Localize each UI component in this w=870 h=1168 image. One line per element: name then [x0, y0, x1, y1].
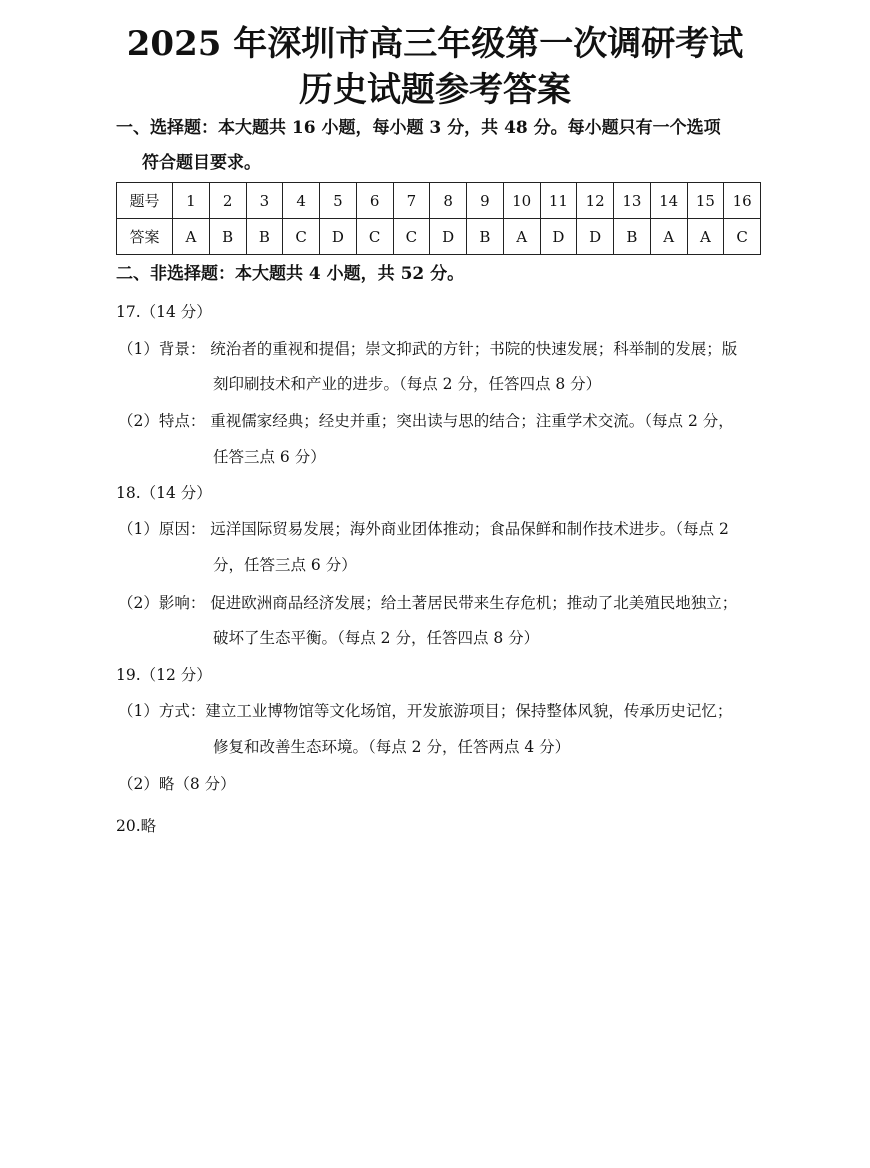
- question-17-part-2-continued: 任答三点 6 分）: [213, 448, 326, 466]
- question-20-header: 20.略: [116, 817, 157, 835]
- answer-cell: A: [650, 219, 687, 255]
- question-number-cell: 11: [540, 183, 577, 219]
- answer-key-table: [116, 182, 761, 255]
- page-title-line-1: 2025 年深圳市高三年级第一次调研考试: [126, 24, 744, 64]
- question-number-cell: 13: [614, 183, 651, 219]
- question-number-cell: 16: [724, 183, 761, 219]
- question-number-cell: 15: [687, 183, 724, 219]
- question-number-cell: 6: [356, 183, 393, 219]
- question-number-cell: 4: [283, 183, 320, 219]
- answer-cell: B: [467, 219, 504, 255]
- question-18-part-1-continued: 分，任答三点 6 分）: [213, 556, 357, 574]
- question-number-cell: 10: [503, 183, 540, 219]
- question-number-cell: 12: [577, 183, 614, 219]
- question-number-cell: 8: [430, 183, 467, 219]
- question-18-part-2-continued: 破坏了生态平衡。（每点 2 分，任答四点 8 分）: [213, 629, 540, 647]
- answer-cell: D: [430, 219, 467, 255]
- question-number-cell: 9: [467, 183, 504, 219]
- question-number-cell: 5: [320, 183, 357, 219]
- answer-cell: D: [320, 219, 357, 255]
- answer-cell: B: [246, 219, 283, 255]
- question-number-cell: 2: [209, 183, 246, 219]
- question-19-header: 19.（12 分）: [116, 666, 212, 684]
- question-18-part-2: （2）影响： 促进欧洲商品经济发展；给土著居民带来生存危机；推动了北美殖民地独立；: [118, 594, 738, 612]
- question-number-cell: 3: [246, 183, 283, 219]
- answer-cell: B: [614, 219, 651, 255]
- question-17-part-1-continued: 刻印刷技术和产业的进步。（每点 2 分，任答四点 8 分）: [213, 375, 602, 393]
- answer-cell: C: [724, 219, 761, 255]
- question-17-header: 17.（14 分）: [116, 303, 212, 321]
- answer-cell: D: [577, 219, 614, 255]
- answer-cell: C: [356, 219, 393, 255]
- answer-cell: A: [173, 219, 210, 255]
- question-19-part-2: （2）略（8 分）: [118, 775, 236, 793]
- question-17-part-1: （1）背景： 统治者的重视和提倡；崇文抑武的方针；书院的快速发展；科举制的发展；版: [118, 340, 738, 358]
- question-18-part-1: （1）原因： 远洋国际贸易发展；海外商业团体推动；食品保鲜和制作技术进步。（每点 2: [118, 520, 729, 538]
- section-2-heading: 二、非选择题：本大题共 4 小题，共 52 分。: [116, 264, 465, 284]
- answer-cell: D: [540, 219, 577, 255]
- answer-cell: B: [209, 219, 246, 255]
- row-label-question-number: 题号: [117, 183, 173, 219]
- question-19-part-1: （1）方式：建立工业博物馆等文化场馆，开发旅游项目；保持整体风貌，传承历史记忆；: [118, 702, 733, 720]
- answer-cell: A: [687, 219, 724, 255]
- answer-row: [117, 219, 761, 255]
- page-title-line-2: 历史试题参考答案: [299, 70, 571, 110]
- answer-cell: A: [503, 219, 540, 255]
- question-18-header: 18.（14 分）: [116, 484, 212, 502]
- answer-cell: C: [283, 219, 320, 255]
- question-19-part-1-continued: 修复和改善生态环境。（每点 2 分，任答两点 4 分）: [213, 738, 571, 756]
- answer-cell: C: [393, 219, 430, 255]
- question-number-cell: 14: [650, 183, 687, 219]
- question-number-cell: 1: [173, 183, 210, 219]
- question-17-part-2: （2）特点： 重视儒家经典；经史并重；突出读与思的结合；注重学术交流。（每点 2 分，: [118, 412, 734, 430]
- section-1-heading-continued: 符合题目要求。: [142, 153, 261, 173]
- question-number-cell: 7: [393, 183, 430, 219]
- section-1-heading: 一、选择题：本大题共 16 小题，每小题 3 分，共 48 分。每小题只有一个选项: [116, 118, 721, 138]
- question-number-row: [117, 183, 761, 219]
- row-label-answer: 答案: [117, 219, 173, 255]
